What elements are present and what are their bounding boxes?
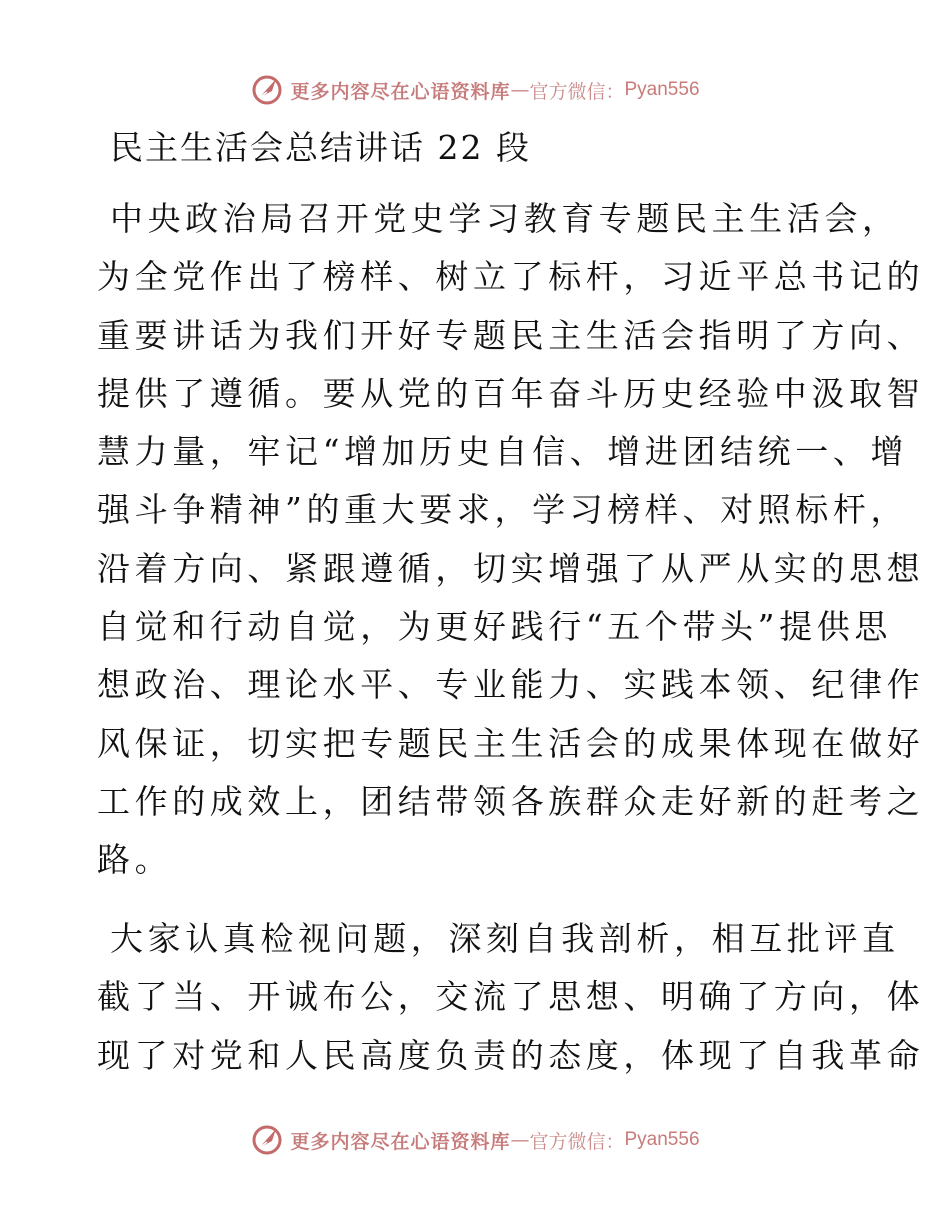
paragraph-2: [97, 910, 925, 1085]
text-line: 中央政治局召开党史学习教育专题民主生活会，: [110, 199, 900, 238]
header-watermark: [0, 70, 950, 110]
text-line: 风保证，切实把专题民主生活会的成果体现在做好: [97, 723, 925, 763]
text-line: 截了当、开诚布公，交流了思想、明确了方向，体: [97, 977, 925, 1017]
watermark-prefix: 更多内容尽在心语资料库: [290, 1130, 511, 1153]
watermark-wechat-id: Pyan556: [624, 1129, 700, 1150]
text-line: 慧力量，牢记“增加历史自信、增进团结统一、增: [97, 432, 909, 472]
watermark-suffix: 官方微信：: [529, 1130, 625, 1153]
watermark-dash: —: [510, 79, 530, 101]
footer-watermark: [0, 1120, 950, 1160]
text-line: 为全党作出了榜样、树立了标杆，习近平总书记的: [97, 257, 925, 297]
text-line: 强斗争精神”的重大要求，学习榜样、对照标杆，: [97, 490, 909, 530]
watermark-prefix: 更多内容尽在心语资料库: [290, 80, 511, 103]
document-title: 民主生活会总结讲话 22 段: [110, 128, 531, 167]
text-line: 大家认真检视问题，深刻自我剖析，相互批评直: [110, 919, 900, 958]
quill-circle-logo-icon: [250, 1123, 284, 1157]
quill-circle-logo-icon: [250, 73, 284, 107]
text-line: 现了对党和人民高度负责的态度，体现了自我革命: [97, 1035, 925, 1075]
text-line: 提供了遵循。要从党的百年奋斗历史经验中汲取智: [97, 373, 925, 413]
text-line: 工作的成效上，团结带领各族群众走好新的赶考之: [97, 781, 925, 821]
watermark-dash: —: [510, 1129, 530, 1151]
text-line: 想政治、理论水平、专业能力、实践本领、纪律作: [97, 665, 925, 705]
text-line: 自觉和行动自觉，为更好践行“五个带头”提供思: [97, 607, 892, 647]
paragraph-1: [97, 190, 925, 890]
text-line: 重要讲话为我们开好专题民主生活会指明了方向、: [97, 315, 925, 355]
text-line: 沿着方向、紧跟遵循，切实增强了从严从实的思想: [97, 548, 925, 588]
watermark-suffix: 官方微信：: [529, 80, 625, 103]
watermark-wechat-id: Pyan556: [624, 79, 700, 100]
text-line: 路。: [97, 840, 173, 880]
